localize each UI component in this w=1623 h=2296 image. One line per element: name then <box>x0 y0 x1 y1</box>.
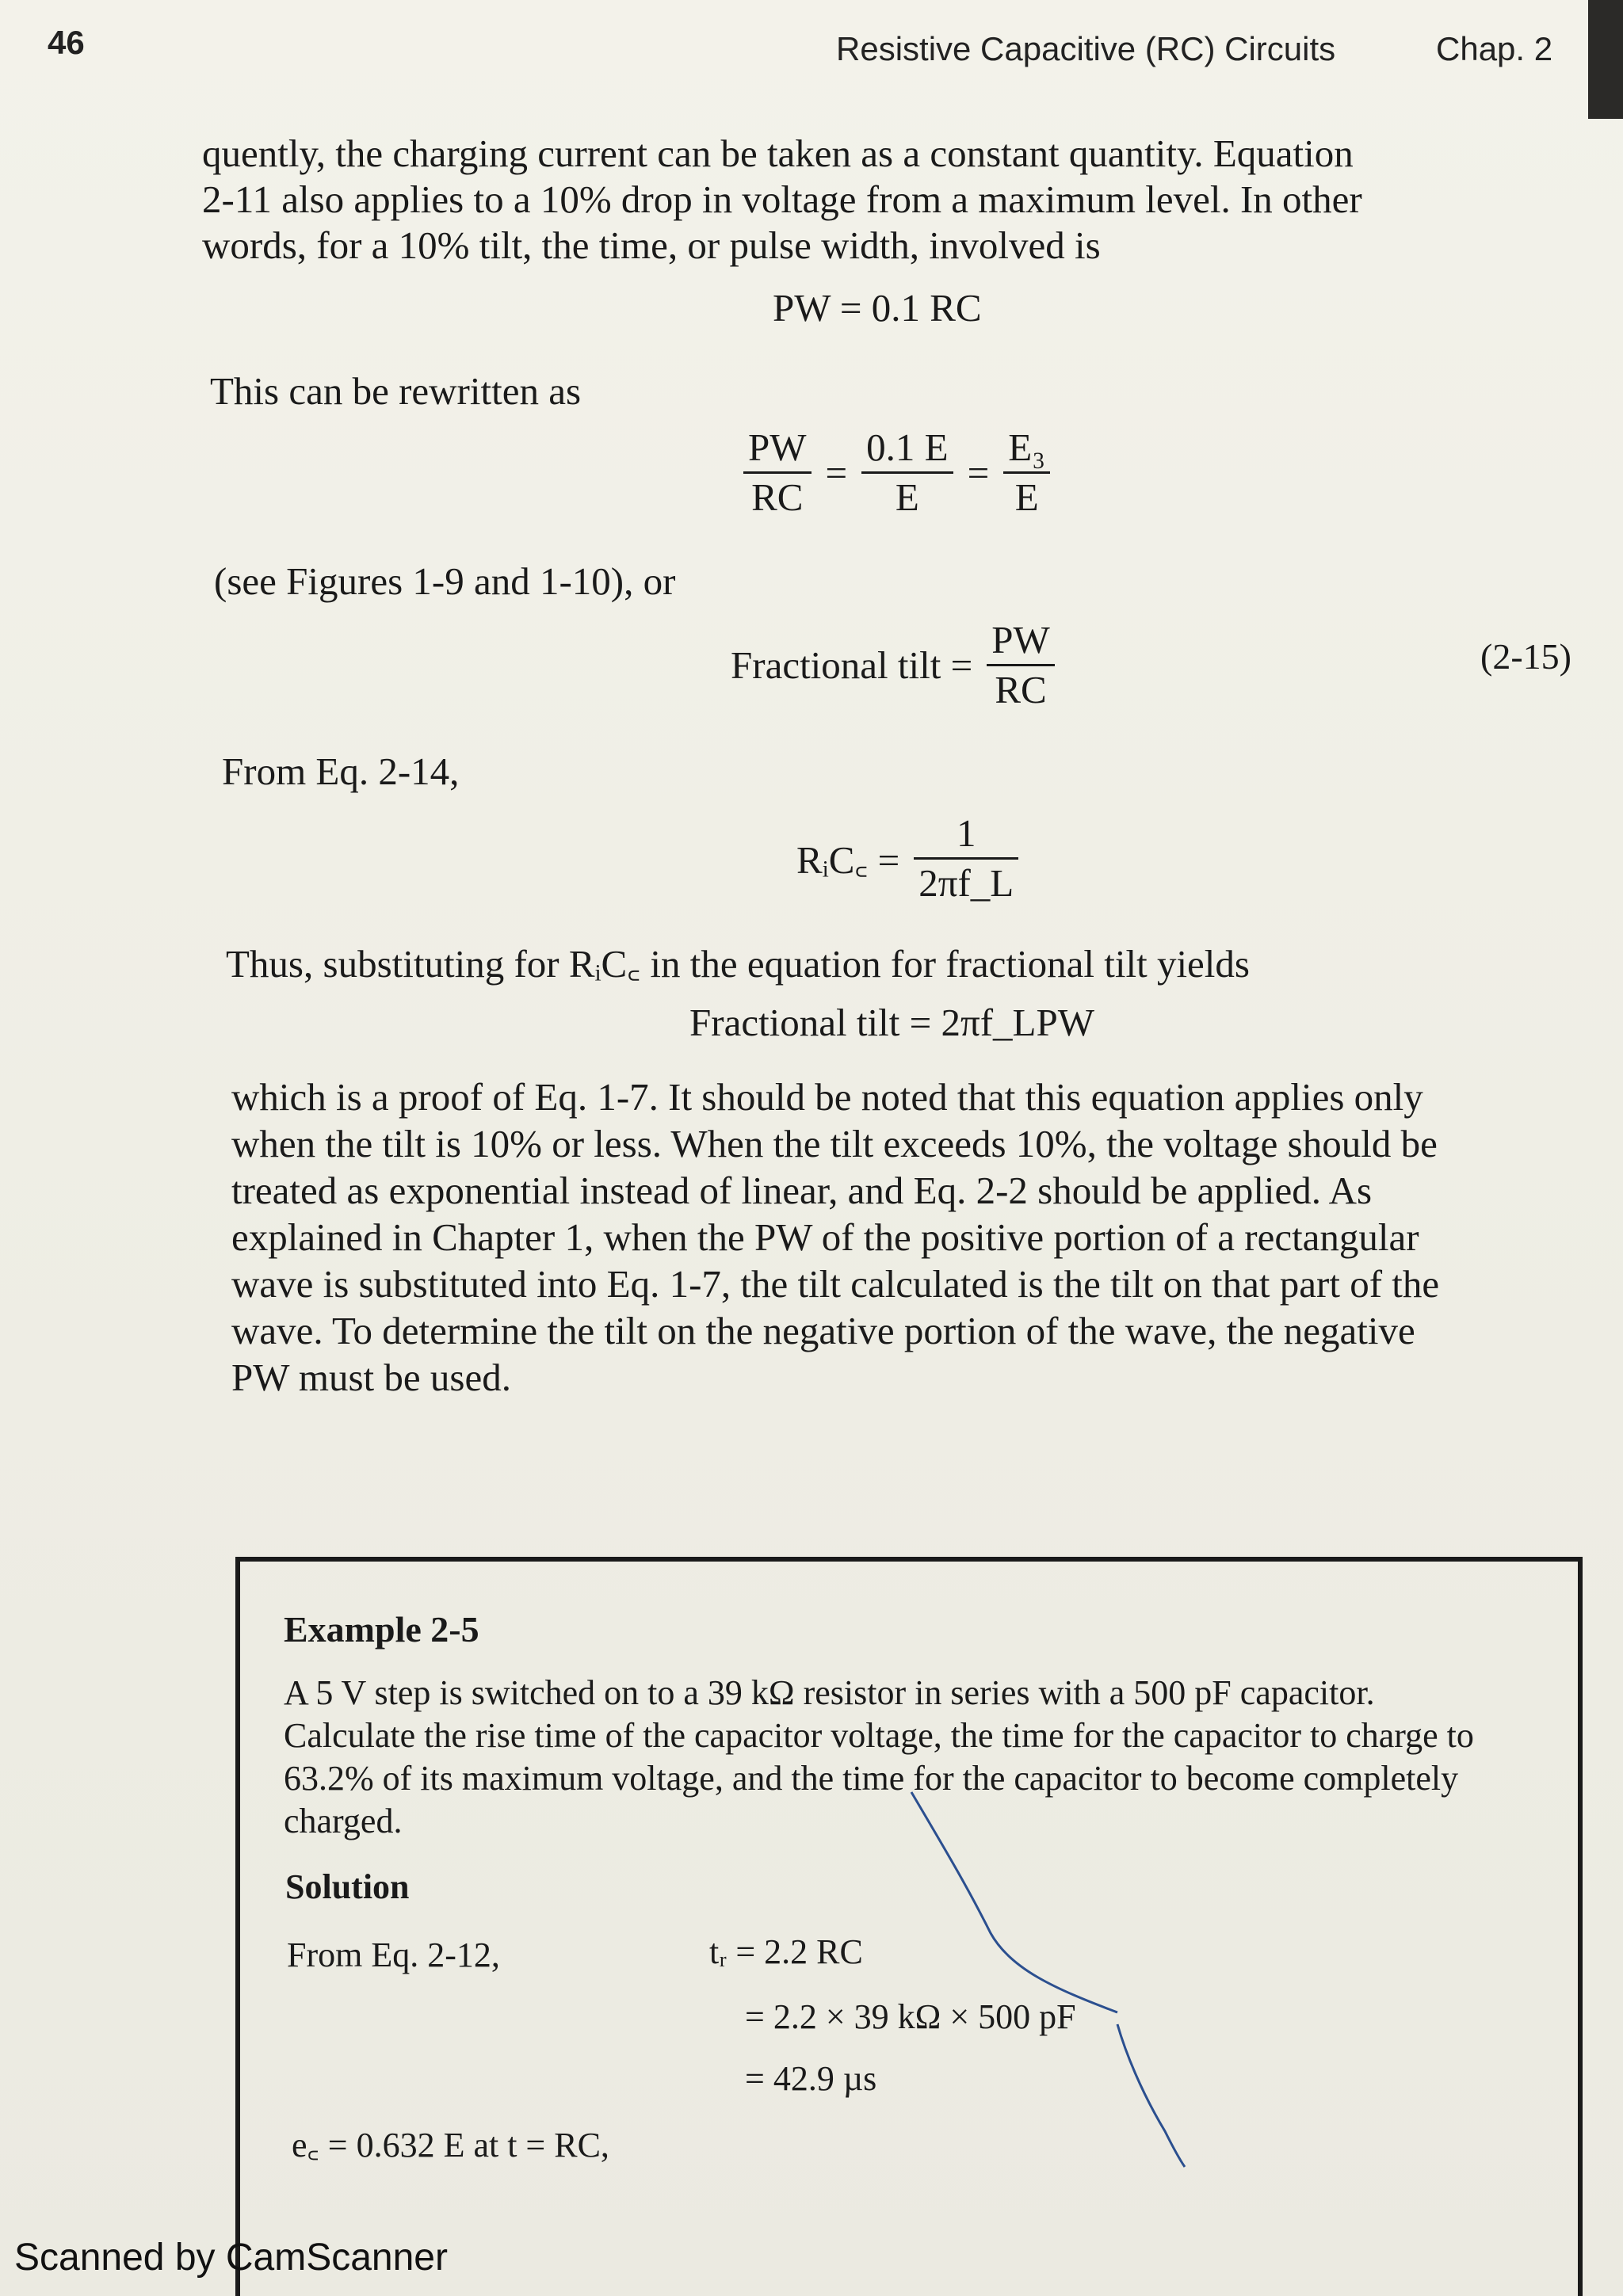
text-line: treated as exponential instead of linear, and Eq. 2-2 should be applied. As <box>231 1169 1373 1212</box>
numerator: 0.1 E <box>861 424 953 474</box>
page-number: 46 <box>48 24 85 61</box>
see-figures-text: (see Figures 1-9 and 1-10), or <box>214 559 676 603</box>
numerator: 1 <box>914 810 1018 860</box>
text-line: Calculate the rise time of the capacitor voltage, the time for the capacitor to charge to <box>284 1716 1474 1755</box>
text-line: words, for a 10% tilt, the time, or pulse width, involved is <box>202 223 1101 267</box>
equation-pw: PW = 0.1 RC <box>773 286 982 330</box>
solution-last-line: e꜀ = 0.632 E at t = RC, <box>292 2126 609 2164</box>
numerator: PW <box>987 616 1055 666</box>
chapter-label: Chap. 2 <box>1436 30 1553 67</box>
equation-number: (2-15) <box>1480 636 1571 677</box>
text-line: A 5 V step is switched on to a 39 kΩ resistor in series with a 500 pF capacitor. <box>284 1673 1375 1712</box>
solution-step: = 42.9 µs <box>745 2059 877 2098</box>
solution-step: tᵣ = 2.2 RC <box>709 1932 863 1971</box>
text-line: 2-11 also applies to a 10% drop in voltage from a maximum level. In other <box>202 177 1362 221</box>
solution-title: Solution <box>285 1867 410 1906</box>
text-line: which is a proof of Eq. 1-7. It should be noted that this equation applies only <box>231 1075 1423 1119</box>
equation-lhs: Fractional tilt = <box>731 643 973 687</box>
equation-fractional-tilt-2: Fractional tilt = 2πf_LPW <box>689 1001 1094 1044</box>
scanner-watermark: Scanned by CamScanner <box>14 2237 448 2279</box>
denominator: E <box>895 475 919 519</box>
denominator: E <box>1014 475 1039 519</box>
solution-from-eq: From Eq. 2-12, <box>287 1936 500 1974</box>
text-line: 63.2% of its maximum voltage, and the time for the capacitor to become completely <box>284 1759 1459 1798</box>
denominator: RC <box>751 475 804 519</box>
equation-lhs: RᵢC꜀ = <box>796 837 900 882</box>
numerator: E₃ <box>1003 424 1050 474</box>
text-line: wave. To determine the tilt on the negative portion of the wave, the negative <box>231 1309 1415 1352</box>
text-line: quently, the charging current can be taken as a constant quantity. Equation <box>202 132 1354 175</box>
rewritten-text: This can be rewritten as <box>210 369 582 413</box>
pen-stroke <box>911 1792 1117 2012</box>
text-line: PW must be used. <box>231 1356 511 1399</box>
pen-stroke <box>1117 2024 1185 2167</box>
denominator: 2πf_L <box>918 861 1014 905</box>
equals-sign: = <box>967 451 990 494</box>
thus-text: Thus, substituting for RᵢC꜀ in the equation for fractional tilt yields <box>226 942 1250 986</box>
numerator: PW <box>743 424 812 474</box>
denominator: RC <box>995 668 1047 711</box>
solution-step: = 2.2 × 39 kΩ × 500 pF <box>745 1997 1076 2036</box>
running-title: Resistive Capacitive (RC) Circuits <box>836 30 1336 67</box>
from-eq-text: From Eq. 2-14, <box>222 749 460 793</box>
text-line: when the tilt is 10% or less. When the tilt exceeds 10%, the voltage should be <box>231 1122 1438 1165</box>
equals-sign: = <box>825 451 848 494</box>
text-line: explained in Chapter 1, when the PW of the positive portion of a rectangular <box>231 1215 1419 1259</box>
text-line: wave is substituted into Eq. 1-7, the tilt calculated is the tilt on that part of the <box>231 1262 1440 1306</box>
example-title: Example 2-5 <box>284 1609 479 1650</box>
text-line: charged. <box>284 1802 403 1840</box>
